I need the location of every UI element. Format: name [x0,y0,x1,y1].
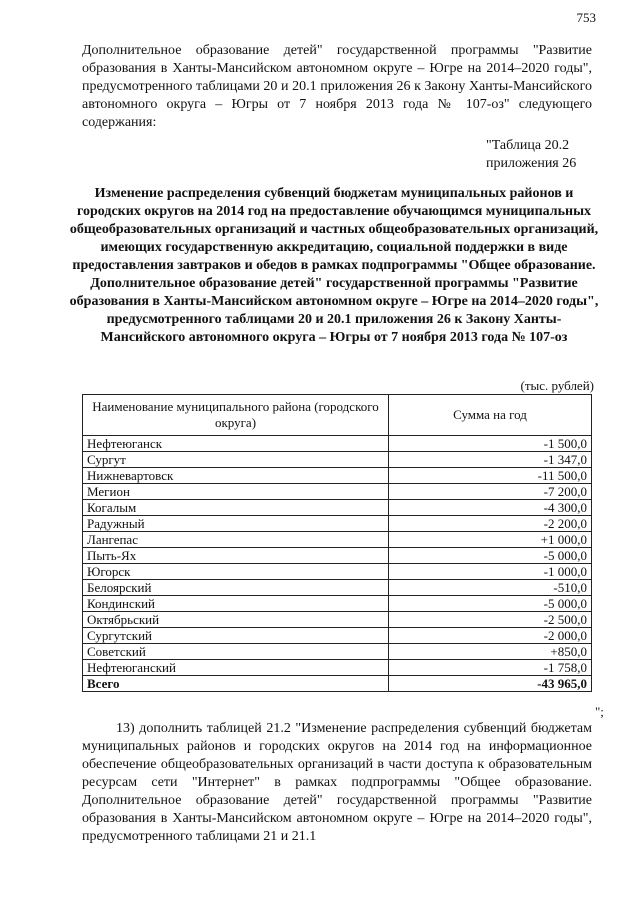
table-row [83,436,592,452]
units-label: (тыс. рублей) [520,378,594,393]
row-amount: -510,0 [389,580,592,596]
total-label: Всего [83,676,389,692]
row-amount: -2 200,0 [389,516,592,532]
table-row [83,452,592,468]
table-row [83,564,592,580]
table-row [83,660,592,676]
annex-reference [486,137,576,173]
row-name: Радужный [83,516,389,532]
row-amount: -7 200,0 [389,484,592,500]
row-name: Нефтеюганский [83,660,389,676]
table-row [83,532,592,548]
row-name: Советский [83,644,389,660]
table-closing-quote: "; [595,704,604,719]
row-amount: -1 347,0 [389,452,592,468]
row-name: Югорск [83,564,389,580]
row-amount: -4 300,0 [389,500,592,516]
row-name: Пыть-Ях [83,548,389,564]
table-row [83,500,592,516]
table-row [83,484,592,500]
table-row [83,596,592,612]
row-amount: +1 000,0 [389,532,592,548]
table-row [83,516,592,532]
row-name: Октябрьский [83,612,389,628]
total-amount: -43 965,0 [389,676,592,692]
row-amount: -1 758,0 [389,660,592,676]
row-amount: +850,0 [389,644,592,660]
table-row [83,628,592,644]
intro-text: Дополнительное образование детей" государственной программы "Развитие образования в Ханты-Мансийском автономном округе – Югре на 2014–2020 годы", предусмотренного таблицами 20 и 20.1 приложения 26 к Закону Ханты-Мансийского автономного округа – Югры от 7 ноября 2013 года № 107-оз" следующего содержания: [82,43,592,130]
row-name: Нижневартовск [83,468,389,484]
table-total-row [83,676,592,692]
table-heading: Изменение распределения субвенций бюджетам муниципальных районов и городских округов на 2014 год на предоставление обучающимся муниципальных общеобразовательных организаций и частных общеобразовательных организаций, имеющих государственную аккредитацию, социальной поддержки в виде предоставления завтраков и обедов в рамках подпрограммы "Общее образование. Дополнительное образование детей" государственной программы "Развитие образования в Ханты-Мансийском автономном округе – Югре на 2014–2020 годы", предусмотренного таблицами 20 и 20.1 приложения 26 к Закону Ханты-Мансийского автономного округа – Югры от 7 ноября 2013 года № 107-оз [69,186,599,345]
row-amount: -2 000,0 [389,628,592,644]
row-amount: -2 500,0 [389,612,592,628]
annex-line-table: "Таблица 20.2 [486,138,570,153]
table-row [83,644,592,660]
row-amount: -11 500,0 [389,468,592,484]
subvention-table [82,394,592,692]
annex-line-appendix: приложения 26 [486,156,577,171]
row-amount: -1 500,0 [389,436,592,452]
table-row [83,612,592,628]
row-name: Лангепас [83,532,389,548]
amendment-paragraph: 13) дополнить таблицей 21.2 "Изменение распределения субвенций бюджетам муниципальных районов и городских округов на 2014 год на информационное обеспечение общеобразовательных организаций в части доступа к образовательным ресурсам сети "Интернет" в рамках подпрограммы "Общее образование. Дополнительное образование детей" государственной программы "Развитие образования в Ханты-Мансийском автономном округе – Югре на 2014–2020 годы", предусмотренного таблицами 21 и 21.1 [82,721,592,844]
row-amount: -5 000,0 [389,596,592,612]
row-name: Когалым [83,500,389,516]
row-name: Кондинский [83,596,389,612]
row-name: Сургут [83,452,389,468]
header-municipality: Наименование муниципального района (городского округа) [83,395,389,436]
row-name: Белоярский [83,580,389,596]
table-row [83,548,592,564]
table-row [83,580,592,596]
row-name: Сургутский [83,628,389,644]
row-name: Нефтеюганск [83,436,389,452]
row-amount: -1 000,0 [389,564,592,580]
page-number: 753 [576,10,596,25]
table-header-row [83,395,592,436]
header-amount: Сумма на год [389,395,592,436]
table-row [83,468,592,484]
row-name: Мегион [83,484,389,500]
row-amount: -5 000,0 [389,548,592,564]
